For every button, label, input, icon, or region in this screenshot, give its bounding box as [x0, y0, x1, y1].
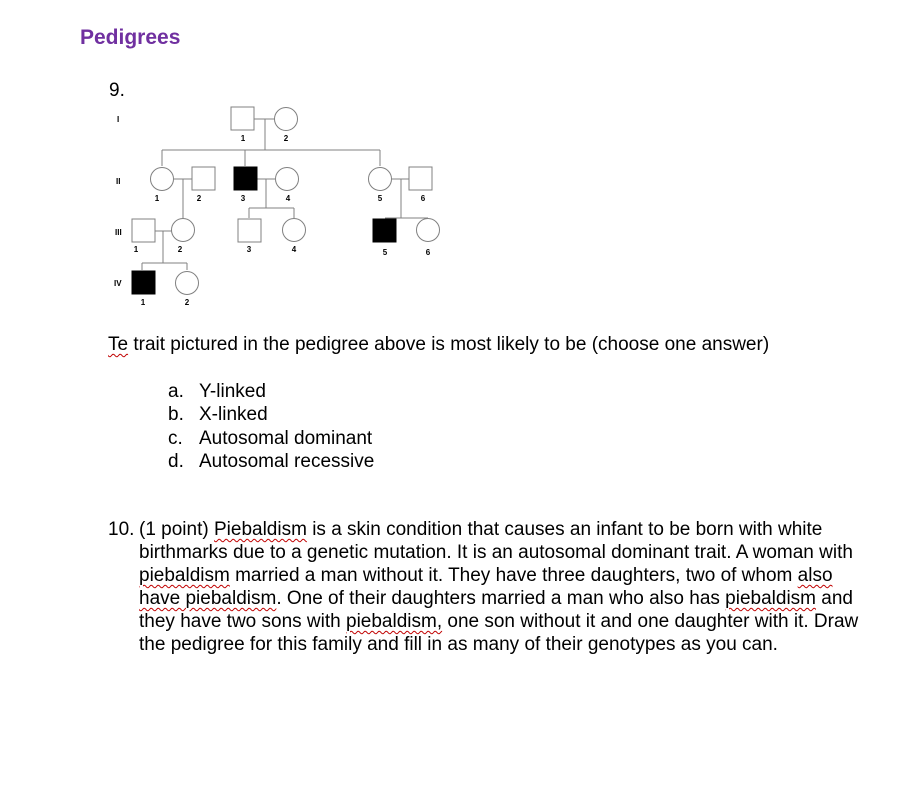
generation-label: II [116, 177, 121, 186]
individual-number: 4 [285, 194, 291, 203]
q10-text: (1 point) [139, 519, 214, 540]
misspelled-word: Te [108, 334, 129, 355]
individual-number: 2 [177, 245, 183, 254]
pedigree-male-unaffected [231, 107, 254, 130]
question-10 [108, 518, 878, 656]
pedigree-female-unaffected [176, 272, 199, 295]
pedigree-female-unaffected [369, 168, 392, 191]
misspelled-word: Piebaldism [213, 519, 307, 540]
individual-number: 3 [246, 245, 252, 254]
question-9-number: 9. [109, 80, 125, 101]
q10-text: . One of their daughters married a man who also has [276, 588, 726, 609]
individual-number: 2 [196, 194, 202, 203]
answer-option-a [168, 380, 374, 403]
option-text: Autosomal dominant [199, 427, 373, 449]
pedigree-female-unaffected [276, 168, 299, 191]
pedigree-female-unaffected [275, 108, 298, 131]
pedigree-chart [100, 98, 460, 318]
option-letter: c. [168, 427, 183, 449]
pedigree-male-unaffected [409, 167, 432, 190]
question-10-number: 10. [108, 519, 135, 540]
pedigree-female-unaffected [417, 219, 440, 242]
generation-label: III [115, 228, 122, 237]
misspelled-word: also have piebaldism [139, 565, 833, 609]
individual-number: 1 [240, 134, 246, 143]
pedigree-female-unaffected [283, 219, 306, 242]
individual-number: 1 [140, 298, 146, 307]
individual-number: 6 [425, 248, 431, 257]
individual-number: 2 [184, 298, 190, 307]
pedigree-male-affected [373, 219, 396, 242]
q10-text: married a man without it. They have three daughters, two of whom [229, 565, 798, 586]
pedigree-male-unaffected [192, 167, 215, 190]
individual-number: 4 [291, 245, 297, 254]
pedigree-male-affected [132, 271, 155, 294]
misspelled-word: piebaldism, [346, 611, 443, 632]
pedigree-male-unaffected [132, 219, 155, 242]
answer-option-d [168, 450, 374, 473]
option-text: X-linked [199, 404, 268, 426]
pedigree-male-unaffected [238, 219, 261, 242]
pedigree-female-unaffected [172, 219, 195, 242]
misspelled-word: piebaldism [139, 565, 230, 586]
option-text: Autosomal recessive [199, 450, 375, 472]
q10-text: is a skin condition that causes an infant to be born with white birthmarks due to a genetic mutation. It is an autosomal dominant trait. A woman with [139, 519, 853, 563]
individual-number: 2 [283, 134, 289, 143]
individual-number: 1 [133, 245, 139, 254]
question-9-prompt-text: trait pictured in the pedigree above is most likely to be (choose one answer) [128, 334, 770, 355]
answer-option-c [168, 427, 374, 450]
answer-options [168, 380, 374, 473]
pedigree-male-affected [234, 167, 257, 190]
q10-text: one son without it and one daughter with it. Draw the pedigree for this family and fill in as many of their genotypes as you can. [139, 611, 859, 655]
individual-number: 3 [240, 194, 246, 203]
individual-number: 6 [420, 194, 426, 203]
pedigree-female-unaffected [151, 168, 174, 191]
question-10-text [139, 518, 878, 656]
option-text: Y-linked [199, 381, 266, 402]
answer-option-b [168, 403, 374, 426]
individual-number: 5 [382, 248, 388, 257]
question-9-prompt [108, 334, 769, 356]
option-letter: a. [168, 381, 184, 402]
individual-number: 1 [154, 194, 160, 203]
option-letter: b. [168, 404, 184, 426]
individual-number: 5 [377, 194, 383, 203]
generation-label: IV [114, 279, 122, 288]
section-title: Pedigrees [80, 26, 181, 49]
generation-label: I [117, 115, 120, 124]
option-letter: d. [168, 450, 184, 472]
q10-text: and they have two sons with [139, 588, 853, 632]
misspelled-word: piebaldism [725, 588, 816, 609]
